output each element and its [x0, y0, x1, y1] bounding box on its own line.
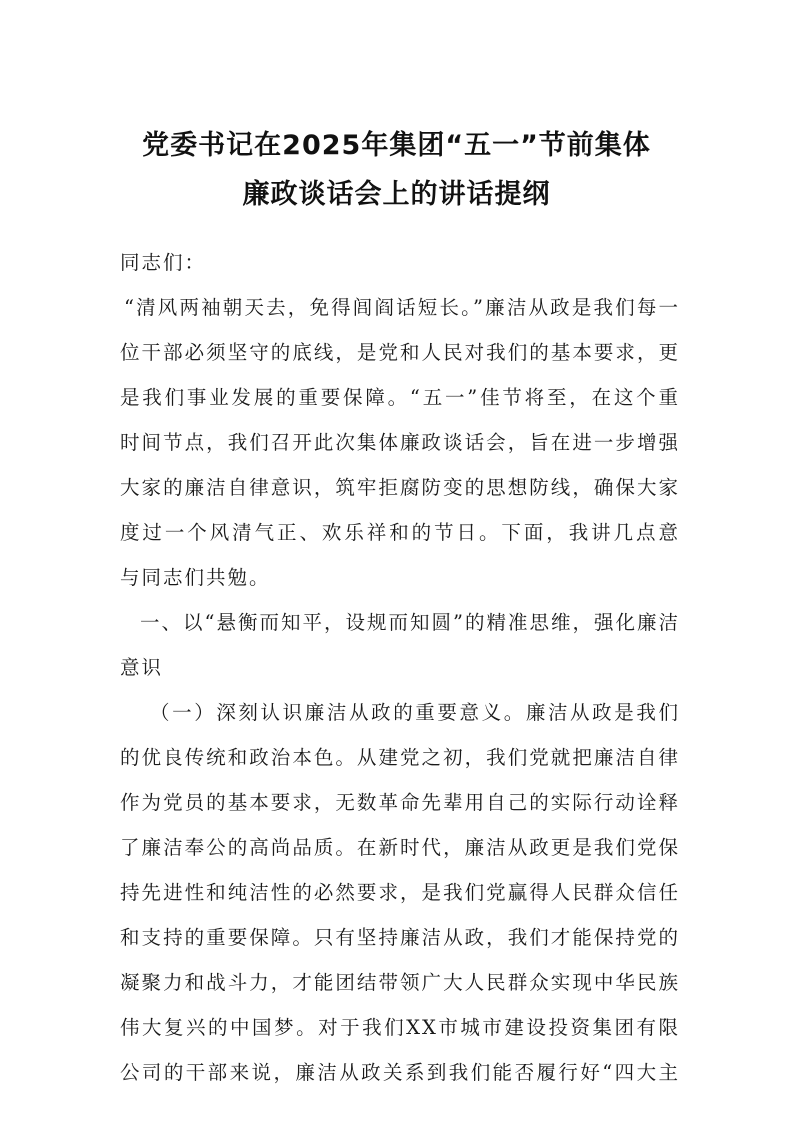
- paragraph-line: 公司的干部来说，廉洁从政关系到我们能否履行好“四大主: [120, 1061, 680, 1084]
- paragraph-line: 持先进性和纯洁性的必然要求，是我们党赢得人民群众信任: [120, 881, 680, 904]
- paragraph-line: 与同志们共勉。: [120, 566, 271, 589]
- paragraph-line: 的优良传统和政治本色。从建党之初，我们党就把廉洁自律: [120, 746, 680, 769]
- paragraph-line: 时间节点，我们召开此次集体廉政谈话会，旨在进一步增强: [120, 431, 680, 454]
- paragraph-line: “清风两袖朝天去，免得闾阎话短长。”廉洁从政是我们每一: [124, 296, 680, 319]
- document-body: [120, 240, 680, 1095]
- paragraph-line: 伟大复兴的中国梦。对于我们XX市城市建设投资集团有限: [120, 1016, 680, 1039]
- paragraph-line: 凝聚力和战斗力，才能团结带领广大人民群众实现中华民族: [120, 971, 680, 994]
- paragraph-line: 是我们事业发展的重要保障。“五一”佳节将至，在这个重: [120, 386, 680, 409]
- paragraph-line: 大家的廉洁自律意识，筑牢拒腐防变的思想防线，确保大家: [120, 476, 680, 499]
- paragraph-line: 了廉洁奉公的高尚品质。在新时代，廉洁从政更是我们党保: [120, 836, 680, 859]
- document-title-line-1: 党委书记在2025年集团“五一”节前集体: [142, 130, 651, 161]
- paragraph-line: 度过一个风清气正、欢乐祥和的节日。下面，我讲几点意: [120, 521, 680, 544]
- paragraph-line: （一）深刻认识廉洁从政的重要意义。廉洁从政是我们: [150, 701, 680, 724]
- paragraph-line: 作为党员的基本要求，无数革命先辈用自己的实际行动诠释: [120, 791, 680, 814]
- section-heading-line: 意识: [120, 656, 164, 679]
- section-heading-line: 一、以“悬衡而知平，设规而知圆”的精准思维，强化廉洁: [140, 611, 680, 634]
- salutation: 同志们：: [120, 251, 207, 274]
- document-title-line-2: 廉政谈话会上的讲话提纲: [242, 179, 551, 210]
- paragraph-line: 和支持的重要保障。只有坚持廉洁从政，我们才能保持党的: [120, 926, 680, 949]
- paragraph-line: 位干部必须坚守的底线，是党和人民对我们的基本要求，更: [120, 341, 680, 364]
